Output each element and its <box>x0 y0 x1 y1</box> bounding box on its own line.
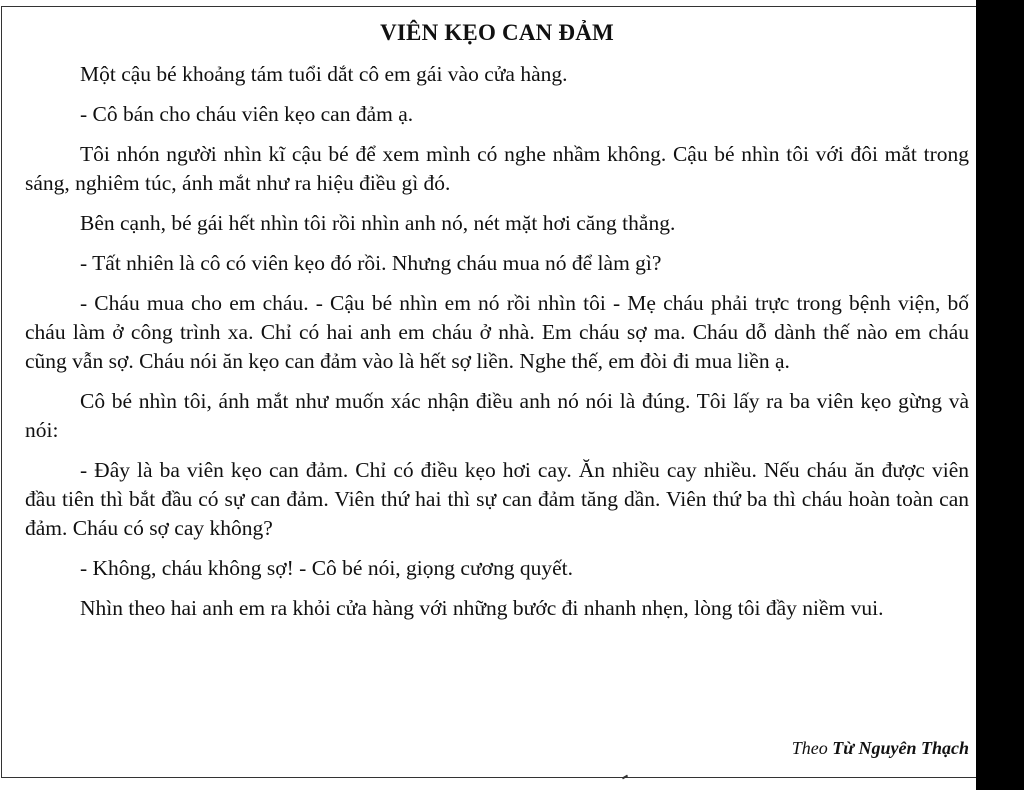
black-edge-bar <box>976 0 1024 790</box>
paragraph-6: - Cháu mua cho em cháu. - Cậu bé nhìn em nó rồi nhìn tôi - Mẹ cháu phải trực trong bệnh viện, bố cháu làm ở công trình xa. Chỉ có hai anh em cháu ở nhà. Em cháu sợ ma. Cháu dỗ dành thế nào em cháu cũng vẫn sợ. Cháu nói ăn kẹo can đảm vào là hết sợ liền. Nghe thế, em đòi đi mua liền ạ. <box>25 291 969 373</box>
document-body <box>25 18 969 758</box>
paragraph-7: Cô bé nhìn tôi, ánh mắt như muốn xác nhận điều anh nó nói là đúng. Tôi lấy ra ba viên kẹo gừng và nói: <box>25 389 969 442</box>
source-attribution <box>792 736 969 760</box>
paragraph-4: Bên cạnh, bé gái hết nhìn tôi rồi nhìn anh nó, nét mặt hơi căng thẳng. <box>80 211 676 235</box>
source-prefix: Theo <box>791 738 828 758</box>
source-author: Từ Nguyên Thạch <box>832 738 969 758</box>
paragraph-2: - Cô bán cho cháu viên kẹo can đảm ạ. <box>80 102 414 126</box>
paragraph-8: - Đây là ba viên kẹo can đảm. Chỉ có điều kẹo hơi cay. Ăn nhiều cay nhiều. Nếu cháu ăn được viên đầu tiên thì bắt đầu có sự can đảm. Viên thứ hai thì sự can đảm tăng dần. Viên thứ ba thì cháu hoàn toàn can đảm. Cháu có sợ cay không? <box>25 458 969 540</box>
paragraph-1: Một cậu bé khoảng tám tuổi dắt cô em gái vào cửa hàng. <box>80 62 568 86</box>
document-title: VIÊN KẸO CAN ĐẢM <box>380 20 614 45</box>
paragraph-10: Nhìn theo hai anh em ra khỏi cửa hàng với những bước đi nhanh nhẹn, lòng tôi đầy niềm vui. <box>80 596 884 620</box>
paragraph-3: Tôi nhón người nhìn kĩ cậu bé để xem mình có nghe nhầm không. Cậu bé nhìn tôi với đôi mắt trong sáng, nghiêm túc, ánh mắt như ra hiệu điều gì đó. <box>25 142 969 195</box>
paragraph-5: - Tất nhiên là cô có viên kẹo đó rồi. Nhưng cháu mua nó để làm gì? <box>80 251 662 275</box>
paragraph-9: - Không, cháu không sợ! - Cô bé nói, giọng cương quyết. <box>80 556 573 580</box>
